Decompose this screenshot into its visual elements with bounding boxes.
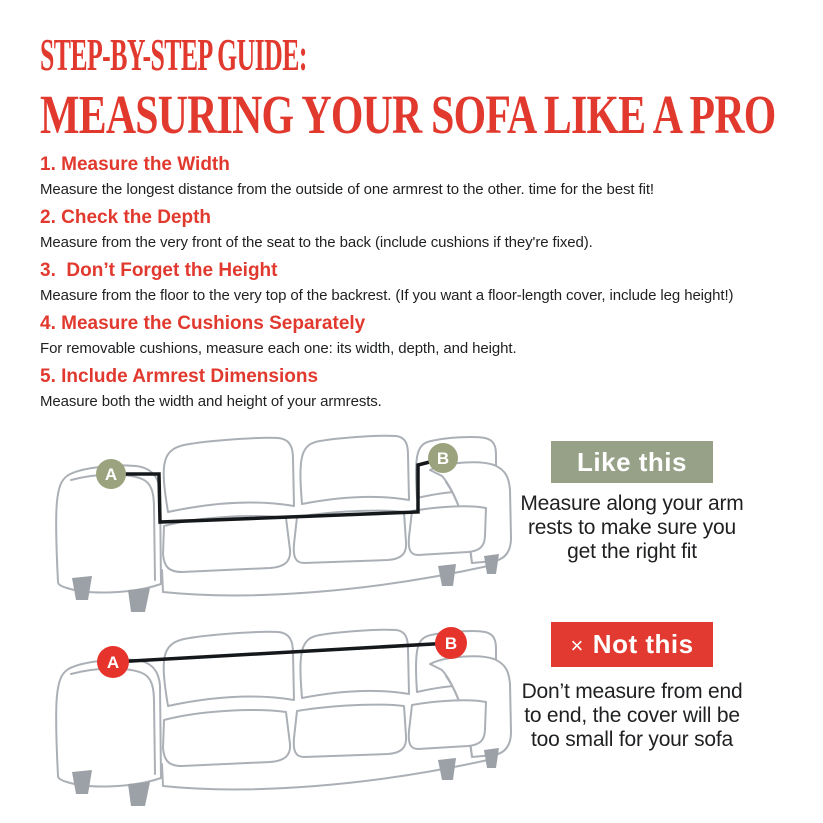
step-3-heading: 3. Don’t Forget the Height xyxy=(40,260,278,281)
page-title xyxy=(40,28,823,146)
step-5-heading: 5. Include Armrest Dimensions xyxy=(40,366,319,387)
like-this-badge xyxy=(551,441,713,483)
step-5 xyxy=(40,367,815,411)
svg-text:B: B xyxy=(436,449,450,468)
marker-a xyxy=(97,646,129,678)
title-line-1: STEP-BY-STEP GUIDE: xyxy=(40,29,307,80)
marker-b xyxy=(428,443,458,473)
marker-a xyxy=(96,459,126,489)
sofa-diagram-correct xyxy=(40,420,520,620)
not-this-caption xyxy=(510,680,754,752)
not-this-label: Not this xyxy=(592,629,694,659)
steps-list xyxy=(40,155,815,420)
step-4-heading: 4. Measure the Cushions Separately xyxy=(40,313,366,334)
step-4 xyxy=(40,314,815,358)
svg-text:A: A xyxy=(104,465,118,484)
caption-line: to end, the cover will be xyxy=(524,704,740,727)
step-3 xyxy=(40,261,815,305)
caption-line: Measure along your arm xyxy=(520,492,744,515)
sofa-diagram-incorrect xyxy=(40,614,520,814)
sofa-illustration xyxy=(40,614,520,814)
caption-line: rests to make sure you xyxy=(527,516,737,539)
step-2-body: Measure from the very front of the seat to the back (include cushions if they're fixed). xyxy=(40,234,593,251)
marker-b xyxy=(435,627,467,659)
svg-text:A: A xyxy=(106,653,120,672)
x-icon: × xyxy=(570,632,584,658)
like-this-label: Like this xyxy=(577,446,687,477)
caption-line: too small for your sofa xyxy=(531,728,733,751)
step-2-heading: 2. Check the Depth xyxy=(40,207,212,228)
svg-text:B: B xyxy=(444,634,458,653)
sofa-illustration xyxy=(40,420,520,620)
step-1 xyxy=(40,155,815,199)
step-4-body: For removable cushions, measure each one: its width, depth, and height. xyxy=(40,340,517,357)
like-this-caption xyxy=(510,492,754,564)
step-1-heading: 1. Measure the Width xyxy=(40,154,230,175)
step-1-body: Measure the longest distance from the outside of one armrest to the other. time for the best fit! xyxy=(40,181,654,198)
step-2 xyxy=(40,208,815,252)
caption-line: Don’t measure from end xyxy=(521,680,743,703)
caption-line: get the right fit xyxy=(567,540,697,563)
title-line-2: MEASURING YOUR SOFA LIKE A PRO xyxy=(40,84,776,145)
step-3-body: Measure from the floor to the very top of the backrest. (If you want a floor-length cover, include leg height!) xyxy=(40,287,734,304)
not-this-badge xyxy=(551,622,713,667)
step-5-body: Measure both the width and height of your armrests. xyxy=(40,393,382,410)
